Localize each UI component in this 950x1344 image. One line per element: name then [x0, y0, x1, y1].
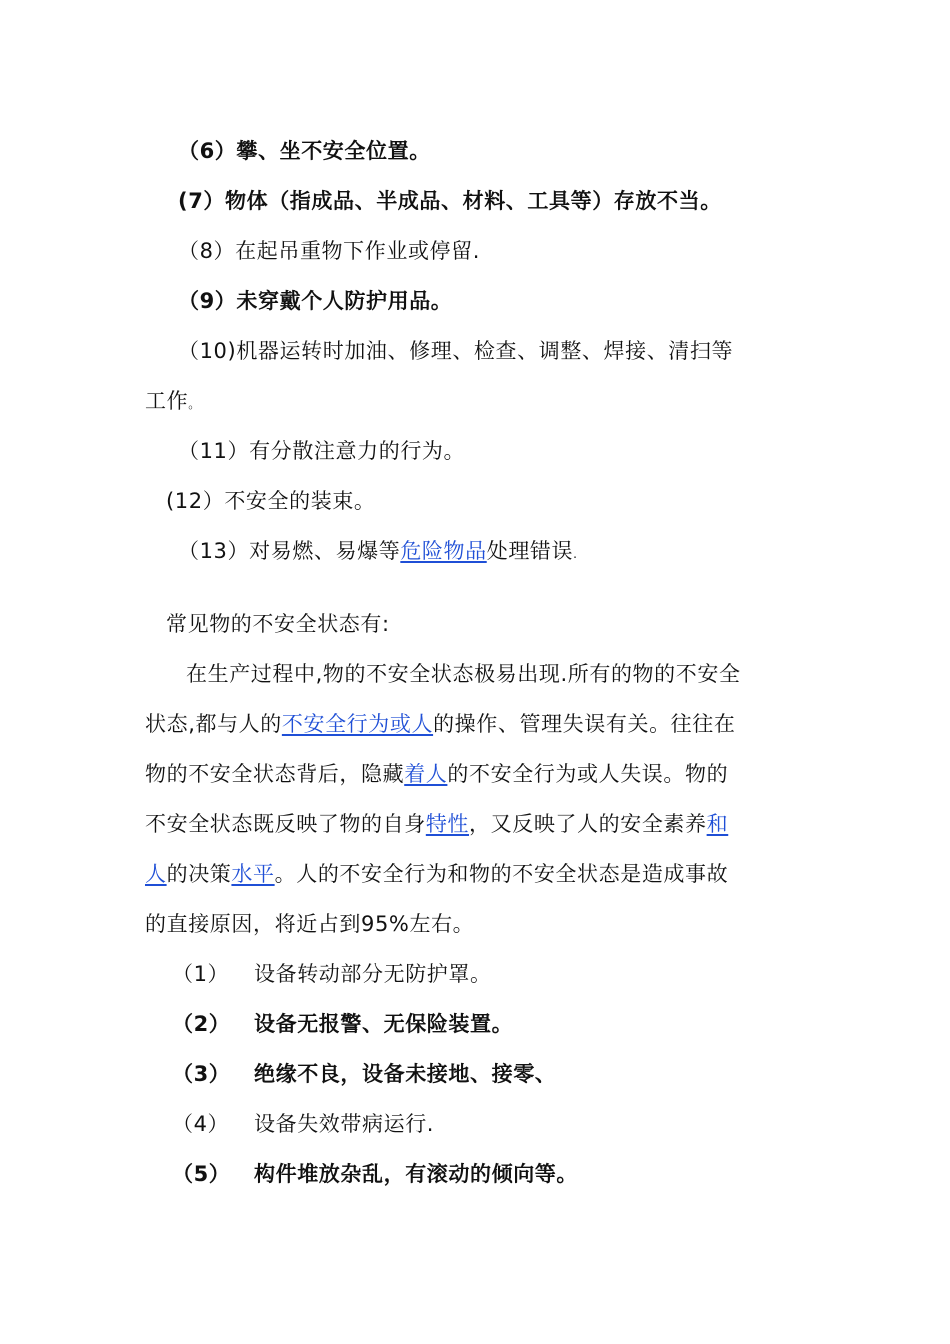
item-number: （2） — [172, 1012, 231, 1036]
unsafe-act-item-11 — [178, 436, 465, 466]
paragraph-line-2 — [145, 709, 735, 739]
item-text: 构件堆放杂乱，有滚动的倾向等。 — [254, 1162, 578, 1186]
item-text: （9）未穿戴个人防护用品。 — [178, 289, 453, 313]
level-link[interactable]: 水平 — [231, 862, 275, 886]
item-text-end: . — [573, 547, 578, 561]
unsafe-state-item-5 — [172, 1159, 578, 1189]
item-text: （13）对易燃、易爆等 — [178, 539, 401, 563]
unsafe-act-item-10-line-1 — [178, 336, 733, 366]
item-text: 设备无报警、无保险装置。 — [254, 1012, 514, 1036]
paragraph-line-4 — [145, 809, 728, 839]
characteristic-link[interactable]: 特性 — [425, 812, 470, 836]
item-number: （3） — [172, 1062, 231, 1086]
item-text: （6）攀、坐不安全位置。 — [178, 139, 431, 163]
hazardous-goods-link[interactable]: 危险物品 — [400, 539, 487, 563]
item-number: （4） — [172, 1112, 230, 1136]
item-text-end: 。 — [188, 397, 201, 411]
paragraph-text: 不安全状态既反映了物的自身 — [145, 812, 426, 836]
he-link[interactable]: 和 — [706, 812, 729, 836]
item-text: 工作 — [145, 389, 189, 413]
paragraph-line-3 — [145, 759, 728, 789]
unsafe-state-item-1 — [172, 959, 492, 989]
paragraph-text: 物的不安全状态背后，隐藏 — [145, 762, 405, 786]
paragraph-text: 的不安全行为或人失误。物的 — [447, 762, 729, 786]
paragraph-text: 在生产过程中,物的不安全状态极易出现.所有的物的不安全 — [186, 662, 741, 686]
unsafe-state-item-2 — [172, 1009, 513, 1039]
paragraph-text: ，又反映了人的安全素养 — [469, 812, 707, 836]
paragraph-line-6 — [145, 909, 474, 939]
paragraph-text: 的直接原因，将近占到95%左右。 — [145, 912, 475, 936]
unsafe-behavior-link[interactable]: 不安全行为或人 — [281, 712, 434, 736]
item-text: （10)机器运转时加油、修理、检查、调整、焊接、清扫等 — [178, 339, 734, 363]
zhe-ren-link[interactable]: 着人 — [404, 762, 448, 786]
unsafe-state-item-3 — [172, 1059, 556, 1089]
item-text: (12）不安全的装束。 — [166, 489, 376, 513]
item-text: (7）物体（指成品、半成品、材料、工具等）存放不当。 — [178, 189, 722, 213]
item-text: （11）有分散注意力的行为。 — [178, 439, 466, 463]
unsafe-act-item-13 — [178, 536, 578, 569]
unsafe-act-item-10-line-2 — [145, 386, 201, 419]
item-number: （5） — [172, 1162, 231, 1186]
unsafe-act-item-12 — [166, 486, 376, 516]
item-text: 设备失效带病运行. — [254, 1112, 435, 1136]
item-text: 绝缘不良，设备未接地、接零、 — [254, 1062, 557, 1086]
paragraph-text: 状态,都与人的 — [145, 712, 282, 736]
unsafe-act-item-7 — [178, 186, 722, 216]
ren-link[interactable]: 人 — [145, 862, 167, 886]
paragraph-text: 。人的不安全行为和物的不安全状态是造成事故 — [274, 862, 729, 886]
item-text: （8）在起吊重物下作业或停留. — [178, 239, 481, 263]
paragraph-text: 的操作、管理失误有关。往往在 — [433, 712, 736, 736]
unsafe-act-item-6 — [178, 136, 431, 166]
paragraph-line-1 — [186, 659, 741, 689]
unsafe-state-item-4 — [172, 1109, 434, 1139]
paragraph-text: 的决策 — [166, 862, 232, 886]
heading-text: 常见物的不安全状态有: — [166, 612, 390, 636]
item-number: （1） — [172, 962, 230, 986]
unsafe-states-heading — [166, 609, 390, 639]
unsafe-act-item-9 — [178, 286, 452, 316]
item-text: 处理错误 — [486, 539, 574, 563]
item-text: 设备转动部分无防护罩。 — [254, 962, 492, 986]
paragraph-line-5 — [145, 859, 728, 889]
unsafe-act-item-8 — [178, 236, 480, 266]
